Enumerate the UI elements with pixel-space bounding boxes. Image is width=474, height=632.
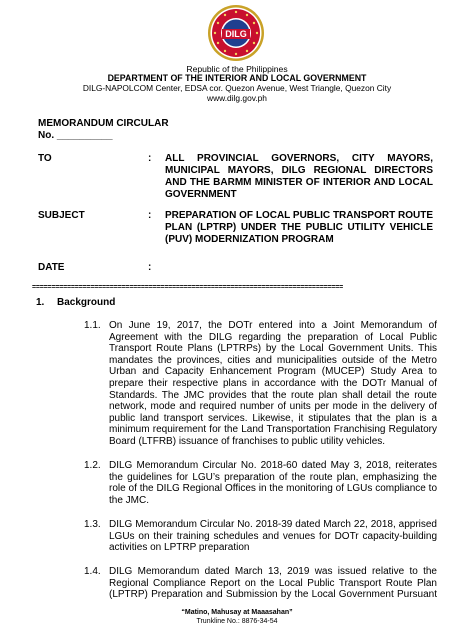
paragraph-line: minimum requirement for the Land Transportation Franchising Regulatory — [109, 424, 437, 436]
dilg-seal-icon — [207, 4, 265, 62]
memo-title: MEMORANDUM CIRCULAR — [38, 118, 169, 129]
paragraph-1-2 — [109, 460, 437, 506]
paragraph-number: 1.4. — [84, 566, 101, 577]
department-name: DEPARTMENT OF THE INTERIOR AND LOCAL GOVERNMENT — [107, 73, 367, 83]
paragraph-1-4 — [109, 566, 437, 601]
to-line: AND THE BARMM MINISTER OF INTERIOR AND LOCAL — [165, 177, 433, 188]
to-recipients — [165, 153, 433, 201]
paragraph-line: Urban and Capacity Enhancement Program (MUCEP) Study Area to — [109, 366, 437, 378]
paragraph-line: DILG Memorandum dated March 13, 2019 was issued relative to the — [109, 566, 437, 577]
paragraph-number: 1.2. — [84, 460, 101, 471]
paragraph-line: mandates the provinces, cities and municipalities outside of the Metro — [109, 354, 437, 366]
paragraph-line: prepare their respective plans in accordance with the DOTr Manual of — [109, 377, 437, 389]
to-line: ALL PROVINCIAL GOVERNORS, CITY MAYORS, — [165, 153, 433, 164]
paragraph-line: network, mode and required number of units per mode in the delivery of — [109, 401, 437, 413]
paragraph-line: DILG Memorandum Circular No. 2018-60 dated May 3, 2018, reiterates — [109, 460, 437, 471]
section-divider: ================================================================================ — [32, 284, 344, 291]
paragraph-line: Standards. The JMC provides that the route plan shall detail the route — [109, 389, 437, 401]
paragraph-number: 1.1. — [84, 320, 101, 331]
department-website: www.dilg.gov.ph — [207, 93, 267, 103]
subject-line: PREPARATION OF LOCAL PUBLIC TRANSPORT ROUTE — [165, 210, 433, 221]
paragraph-line: (LPTRP) Preparation and Submission by the Local Government Pursuant — [109, 589, 437, 601]
paragraph-line: LGUs on their training schedules and venues for DOTr capacity-building — [109, 530, 437, 542]
to-line: GOVERNMENT — [165, 189, 237, 200]
subject-colon: : — [148, 210, 152, 221]
paragraph-line: Regional Compliance Report on the Local Public Transport Route Plan — [109, 577, 437, 589]
date-colon: : — [148, 262, 152, 273]
to-colon: : — [148, 153, 152, 164]
footer-trunkline: Trunkline No.: 8876-34-54 — [196, 618, 278, 625]
subject-label: SUBJECT — [38, 210, 85, 221]
paragraph-1-3 — [109, 519, 437, 554]
paragraph-line: the JMC. — [109, 494, 150, 506]
paragraph-line: activities on LPTRP preparation — [109, 542, 250, 554]
to-label: TO — [38, 153, 52, 164]
department-address: DILG-NAPOLCOM Center, EDSA cor. Quezon Avenue, West Triangle, Quezon City — [82, 83, 392, 93]
paragraph-line: the guidelines for LGU’s preparation of the route plan, emphasizing the — [109, 471, 437, 483]
republic-line: Republic of the Philippines — [186, 64, 288, 74]
to-line: MUNICIPAL MAYORS, DILG REGIONAL DIRECTORS — [165, 165, 433, 176]
paragraph-line: Agreement with the DILG regarding the preparation of Local Public — [109, 331, 437, 343]
paragraph-line: DILG Memorandum Circular No. 2018-39 dated March 22, 2018, apprised — [109, 519, 437, 530]
subject-line: (PUV) MODERNIZATION PROGRAM — [165, 234, 334, 245]
paragraph-1-1 — [109, 320, 437, 448]
paragraph-line: role of the DILG Regional Offices in the monitoring of LGUs compliance to — [109, 483, 437, 495]
section-number: 1. — [36, 297, 45, 308]
subject-text — [165, 210, 433, 246]
paragraph-line: public land transport services. Likewise, it stipulates that the plan is a — [109, 412, 437, 424]
paragraph-line: On June 19, 2017, the DOTr entered into a Joint Memorandum of — [109, 320, 437, 331]
footer-motto: “Matino, Mahusay at Maaasahan” — [181, 609, 293, 616]
date-label: DATE — [38, 262, 65, 273]
seal-text: DILG — [225, 29, 247, 39]
subject-line: PLAN (LPTRP) UNDER THE PUBLIC UTILITY VEHICLE — [165, 222, 433, 233]
paragraph-line: Transport Route Plans (LPTRPs) by the Local Government Units. This — [109, 343, 437, 355]
memo-number: No. __________ — [38, 130, 113, 141]
paragraph-number: 1.3. — [84, 519, 101, 530]
paragraph-line: Board (LTFRB) issuance of franchises to public utility vehicles. — [109, 435, 386, 447]
section-title: Background — [57, 297, 116, 308]
